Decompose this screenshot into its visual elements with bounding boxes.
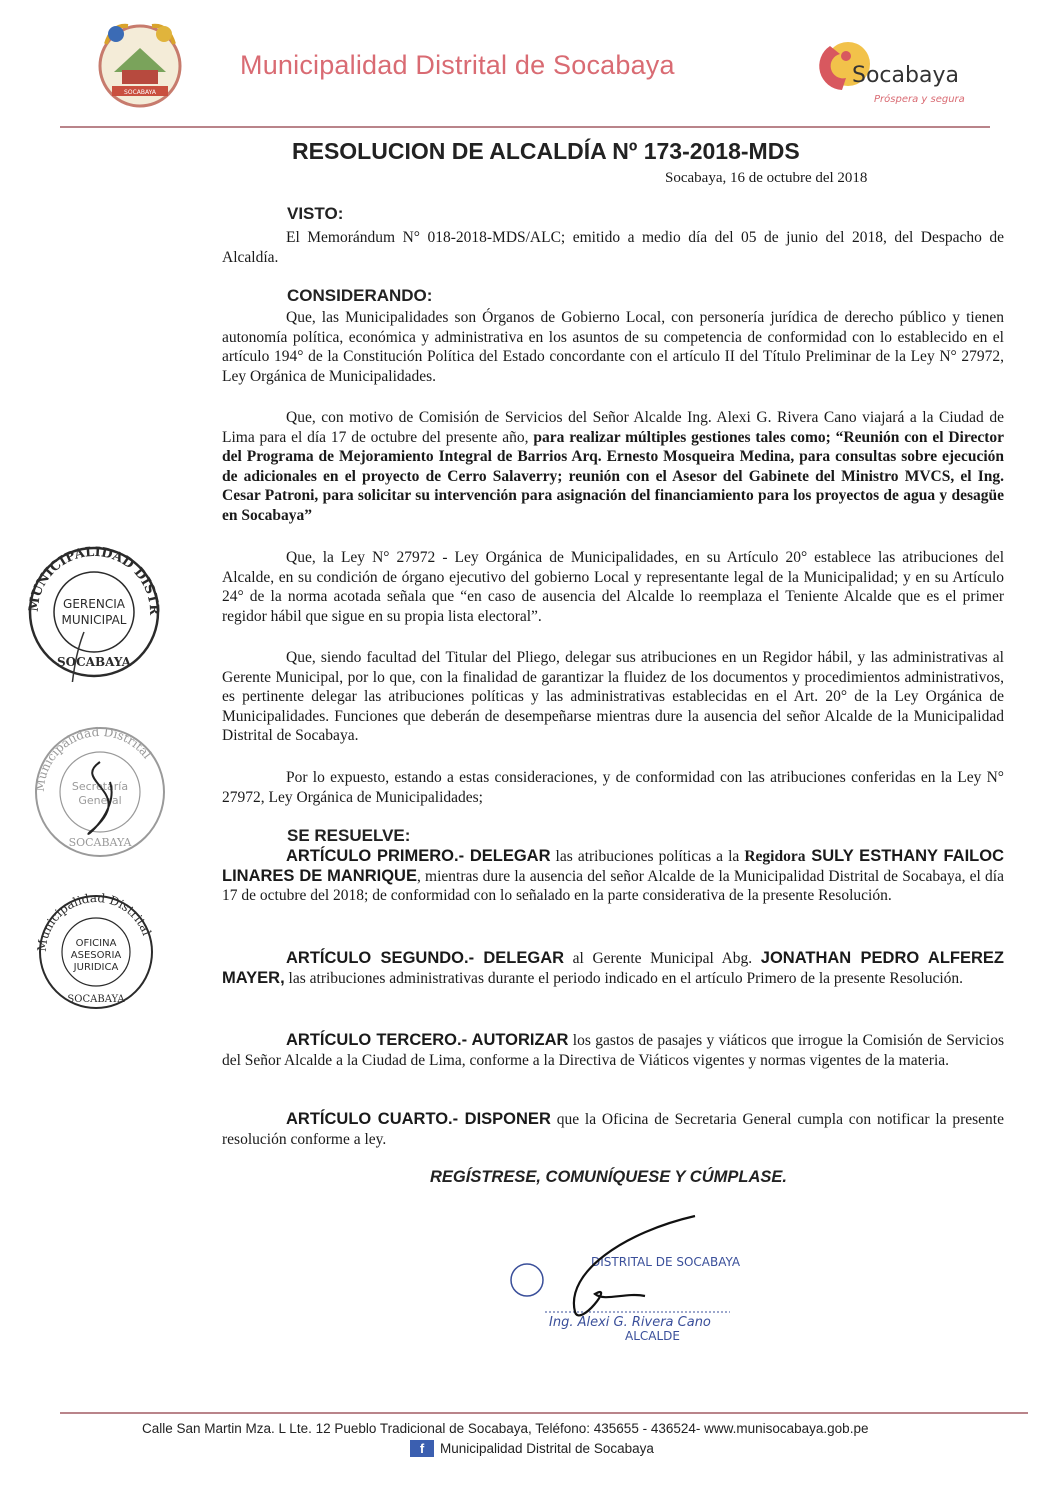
secretaria-stamp-center-1: Secretaría	[71, 780, 129, 793]
gerencia-stamp-center-2: MUNICIPAL	[61, 613, 127, 627]
footer-address: Calle San Martin Mza. L Lte. 12 Pueblo Tradicional de Socabaya, Teléfono: 435655 - 436524- www.munisocabaya.gob.pe	[142, 1421, 869, 1436]
article-4-label: ARTÍCULO CUARTO.- DISPONER	[286, 1110, 551, 1128]
secretaria-stamp-ring-text: Municipalidad Distrital	[32, 724, 155, 793]
article-3-label: ARTÍCULO TERCERO.- AUTORIZAR	[286, 1031, 569, 1049]
paragraph-2-text: Que, con motivo de Comisión de Servicios del Señor Alcalde Ing. Alexi G. Rivera Cano viajará a la Ciudad de Lima para el día 17 de octubre del presente año,	[222, 409, 1004, 446]
alcalde-stamp-role: ALCALDE	[625, 1329, 680, 1343]
considerando-paragraph-3: Que, la Ley N° 27972 - Ley Orgánica de Municipalidades, en su Artículo 20° establece las atribuciones del Alcalde, en su condición de órgano ejecutivo del gobierno Local y representante legal de la Municipalidad; y en su Artículo 24° de la norma acotada señala que “en caso de ausencia del Alcalde lo reemplaza el Teniente Alcalde que es el primer regidor hábil que sigue en su propia lista electoral”.	[222, 549, 1004, 625]
closing-formula: REGÍSTRESE, COMUNÍQUESE Y CÚMPLASE.	[430, 1168, 787, 1186]
article-2-text-end: las atribuciones administrativas durante el periodo indicado en el artículo Primero de la presente Resolución.	[284, 969, 964, 987]
footer-facebook	[410, 1440, 654, 1457]
gerencia-stamp-ring-text: MUNICIPALIDAD DISTR	[26, 544, 162, 616]
municipal-crest-logo	[92, 14, 188, 114]
article-4-text: que la Oficina de Secretaria General cumpla con notificar la presente resolución conforme a ley.	[222, 1111, 1004, 1148]
facebook-icon: f	[410, 1440, 434, 1457]
crest-label: SOCABAYA	[124, 89, 156, 96]
gerencia-municipal-stamp	[24, 542, 164, 687]
article-2	[222, 949, 1004, 988]
article-1-label: ARTÍCULO PRIMERO.- DELEGAR	[286, 847, 551, 865]
considerando-paragraph-2	[222, 408, 1004, 526]
asesoria-stamp-bottom-text: SOCABAYA	[67, 994, 125, 1005]
alcalde-stamp-top-text: DISTRITAL DE SOCABAYA	[591, 1255, 741, 1269]
secretaria-stamp-bottom-text: SOCABAYA	[68, 836, 132, 849]
secretaria-general-stamp	[30, 722, 170, 867]
considerando-paragraph-1: Que, las Municipalidades son Órganos de Gobierno Local, con personería jurídica de derecho público y tienen autonomía política, económica y administrativa en los asuntos de su competencia de conformidad con lo establecido en el artículo 194° de la Constitución Política del Estado concordante con el artículo II del Título Preliminar de la Ley N° 27972, Ley Orgánica de Municipalidades.	[222, 309, 1004, 385]
article-2-name: JONATHAN PEDRO ALFEREZ MAYER,	[222, 949, 1004, 987]
gerencia-stamp-center-1: GERENCIA	[63, 597, 125, 611]
article-1-regidora: Regidora	[744, 848, 806, 865]
alcalde-stamp-name: Ing. Alexi G. Rivera Cano	[549, 1315, 711, 1330]
article-2-text: al Gerente Municipal Abg.	[564, 950, 761, 967]
secretaria-stamp-center-2: General	[78, 794, 122, 807]
article-3	[222, 1031, 1004, 1070]
considerando-paragraph-4: Que, siendo facultad del Titular del Pliego, delegar sus atribuciones en un Regidor hábil, y las administrativas al Gerente Municipal, por lo que, con la finalidad de garantizar la fluidez de los documentos y procedimientos administrativos, es pertinente delegar las atribuciones políticas y las administrativas establecidas en el Art. 20° de la Ley Orgánica de Municipalidades. Funciones que deberán de desempeñarse mientras dure la ausencia del señor Alcalde de la Municipalidad Distrital de Socabaya.	[222, 649, 1004, 745]
asesoria-stamp-center-2: ASESORIA	[70, 950, 122, 961]
brand-tagline: Próspera y segura	[874, 94, 965, 105]
brand-name: Socabaya	[852, 63, 959, 88]
article-1	[222, 847, 1004, 906]
footer-divider	[60, 1412, 1028, 1414]
paragraph-2-bold-text: para realizar múltiples gestiones tales como; “Reunión con el Director del Programa de Mejoramiento Integral de Barrios Arq. Ernesto Mosqueira Medina, para consultas sobre ejecución de adicionales en el proyecto de Cerro Salaverry; reunión con el Asesor del Gabinete del Ministro MVCS, el Ing. Cesar Patroni, para solicitar su intervención para asignación del financiamiento para los proyectos de agua y desagüe en Socabaya”	[222, 428, 1004, 524]
article-2-label: ARTÍCULO SEGUNDO.- DELEGAR	[286, 949, 565, 967]
article-3-text: los gastos de pasajes y viáticos que irrogue la Comisión de Servicios del Señor Alcalde a la Ciudad de Lima, conforme a la Directiva de Viáticos vigentes y normas vigentes de la materia.	[222, 1032, 1004, 1069]
visto-heading: VISTO:	[287, 204, 344, 223]
article-1-text: las atribuciones políticas a la	[550, 848, 745, 865]
footer-facebook-label: Municipalidad Distrital de Socabaya	[440, 1441, 654, 1456]
header-divider	[60, 126, 990, 128]
resolution-date: Socabaya, 16 de octubre del 2018	[665, 170, 868, 186]
asesoria-stamp-ring-text: Municipalidad Distrital	[34, 890, 154, 953]
article-4	[222, 1110, 1004, 1149]
resolution-title: RESOLUCION DE ALCALDÍA Nº 173-2018-MDS	[292, 138, 800, 164]
considerando-heading: CONSIDERANDO:	[287, 286, 433, 305]
asesoria-stamp-center-1: OFICINA	[75, 938, 117, 949]
municipality-title: Municipalidad Distrital de Socabaya	[240, 50, 675, 80]
asesoria-stamp-center-3: JURIDICA	[73, 962, 119, 973]
article-1-name: SULY ESTHANY FAILOC LINARES DE MANRIQUE	[222, 847, 1004, 885]
article-1-text-end: , mientras dure la ausencia del señor Alcalde de la Municipalidad Distrital de Socabaya, el día 17 de octubre del 2018; de conformidad con lo señalado en la parte considerativa de la presente Resolución.	[222, 867, 1004, 905]
visto-paragraph: El Memorándum N° 018-2018-MDS/ALC; emitido a medio día del 05 de junio del 2018, del Despacho de Alcaldía.	[222, 229, 1004, 266]
resuelve-heading: SE RESUELVE:	[287, 826, 411, 845]
considerando-paragraph-5: Por lo expuesto, estando a estas consideraciones, y de conformidad con las atribuciones conferidas en la Ley N° 27972, Ley Orgánica de Municipalidades;	[222, 769, 1004, 806]
asesoria-juridica-stamp	[34, 890, 158, 1019]
gerencia-stamp-bottom-text: SOCABAYA	[57, 655, 131, 669]
alcalde-signature-stamp	[505, 1212, 745, 1357]
socabaya-brand-logo	[812, 32, 992, 112]
